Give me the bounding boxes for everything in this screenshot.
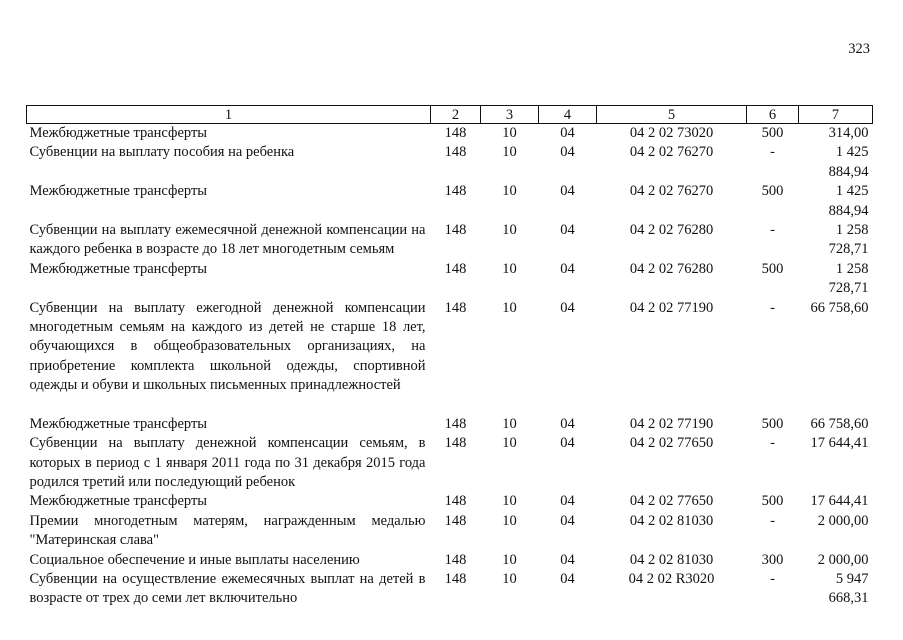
table-row [27, 124, 873, 144]
column-header: 2 [431, 106, 481, 124]
column-header: 3 [481, 106, 539, 124]
table-row [27, 260, 873, 299]
row-col5: 04 2 02 76270 [629, 144, 714, 161]
row-col6: 500 [761, 260, 784, 277]
row-col6: - [770, 222, 775, 239]
row-col4: 04 [560, 183, 575, 200]
table-row [27, 415, 873, 434]
row-col3: 10 [502, 125, 517, 141]
row-name: Субвенции на выплату ежемесячной денежной компенсации на каждого ребенка в возрасте до 18 лет многодетным семьям [29, 222, 426, 258]
table-row [27, 221, 873, 260]
row-amount: 314,00 [828, 125, 869, 141]
row-col2: 148 [444, 512, 467, 529]
row-col3: 10 [502, 299, 517, 316]
row-col6: 500 [761, 125, 784, 141]
row-col5: 04 2 02 76270 [629, 183, 714, 200]
row-name: Социальное обеспечение и иные выплаты населению [29, 551, 360, 568]
row-name: Межбюджетные трансферты [29, 493, 208, 510]
row-col3: 10 [502, 493, 517, 510]
row-col2: 148 [444, 125, 467, 141]
table-row [27, 434, 873, 492]
row-name: Межбюджетные трансферты [29, 415, 208, 432]
table-row [27, 512, 873, 551]
table-row [27, 299, 873, 396]
row-name: Межбюджетные трансферты [29, 183, 208, 200]
row-col5: 04 2 02 81030 [629, 551, 714, 568]
row-col4: 04 [560, 415, 575, 432]
row-amount: 1 425 884,94 [828, 183, 869, 219]
row-name: Премии многодетным матерям, награжденным медалью "Материнская слава" [29, 512, 426, 549]
row-col4: 04 [560, 222, 575, 239]
row-col2: 148 [444, 299, 467, 316]
row-col3: 10 [502, 551, 517, 568]
row-amount: 2 000,00 [817, 551, 869, 568]
row-col6: 300 [761, 551, 784, 568]
row-col6: - [770, 512, 775, 529]
row-col4: 04 [560, 144, 575, 161]
row-amount: 5 947 668,31 [828, 570, 869, 607]
row-col5: 04 2 02 81030 [629, 512, 714, 529]
row-col2: 148 [444, 570, 467, 587]
row-col3: 10 [502, 260, 517, 277]
row-name: Субвенции на выплату ежегодной денежной компенсации многодетным семьям на каждого из детей не старше 18 лет, обучающихся в общеобразовательных организациях, на приобретение комплекта школьной одежды, спортивной одежды и обуви и школьных письменных принадлежностей [29, 299, 426, 394]
row-col4: 04 [560, 299, 575, 316]
row-name: Субвенции на выплату денежной компенсации семьям, в которых в период с 1 января 2011 года по 31 декабря 2015 года родился третий или последующий ребенок [29, 435, 426, 490]
row-col6: 500 [761, 415, 784, 432]
row-amount: 66 758,60 [810, 299, 869, 316]
row-col6: - [770, 144, 775, 161]
row-col4: 04 [560, 125, 575, 141]
row-col3: 10 [502, 415, 517, 432]
row-name: Межбюджетные трансферты [29, 125, 208, 141]
row-name: Субвенции на выплату пособия на ребенка [29, 144, 295, 161]
row-col4: 04 [560, 493, 575, 510]
table-header-row [27, 106, 873, 124]
row-col6: 500 [761, 493, 784, 510]
row-col4: 04 [560, 551, 575, 568]
row-amount: 2 000,00 [817, 512, 869, 529]
row-col6: - [770, 435, 775, 452]
row-col5: 04 2 02 R3020 [628, 570, 715, 587]
row-col5: 04 2 02 77650 [629, 435, 714, 452]
row-name: Субвенции на осуществление ежемесячных выплат на детей в возрасте от трех до семи лет включительно [29, 570, 426, 607]
row-col6: 500 [761, 183, 784, 200]
page-number: 323 [848, 41, 870, 57]
row-amount: 1 425 884,94 [828, 144, 869, 180]
column-header: 1 [27, 106, 431, 124]
row-col6: - [770, 299, 775, 316]
row-amount: 17 644,41 [810, 435, 869, 452]
row-col2: 148 [444, 260, 467, 277]
row-col3: 10 [502, 512, 517, 529]
row-col2: 148 [444, 435, 467, 452]
spacer-cell [27, 396, 873, 415]
table-row [27, 492, 873, 511]
column-header: 4 [539, 106, 597, 124]
column-header: 5 [597, 106, 747, 124]
row-amount: 17 644,41 [810, 493, 869, 510]
row-name: Межбюджетные трансферты [29, 260, 208, 277]
row-col5: 04 2 02 77190 [629, 299, 714, 316]
table-row [27, 551, 873, 570]
row-col2: 148 [444, 415, 467, 432]
row-col4: 04 [560, 435, 575, 452]
row-col5: 04 2 02 76280 [629, 260, 714, 277]
table-row [27, 182, 873, 221]
row-amount: 66 758,60 [810, 415, 869, 432]
row-col3: 10 [502, 435, 517, 452]
row-col4: 04 [560, 260, 575, 277]
table-row [27, 143, 873, 182]
row-col3: 10 [502, 222, 517, 239]
row-col2: 148 [444, 144, 467, 161]
row-col2: 148 [444, 183, 467, 200]
row-col6: - [770, 570, 775, 587]
row-col5: 04 2 02 73020 [629, 125, 714, 141]
column-header: 6 [747, 106, 799, 124]
row-col2: 148 [444, 551, 467, 568]
row-col3: 10 [502, 144, 517, 161]
row-col4: 04 [560, 570, 575, 587]
table-row [27, 570, 873, 609]
spacer-row [27, 396, 873, 415]
budget-table [26, 105, 873, 609]
row-col5: 04 2 02 76280 [629, 222, 714, 239]
row-col3: 10 [502, 570, 517, 587]
row-col3: 10 [502, 183, 517, 200]
row-col2: 148 [444, 493, 467, 510]
column-header: 7 [799, 106, 873, 124]
row-col4: 04 [560, 512, 575, 529]
row-amount: 1 258 728,71 [828, 260, 869, 297]
row-col2: 148 [444, 222, 467, 239]
row-col5: 04 2 02 77650 [629, 493, 714, 510]
row-amount: 1 258 728,71 [828, 222, 869, 258]
row-col5: 04 2 02 77190 [629, 415, 714, 432]
